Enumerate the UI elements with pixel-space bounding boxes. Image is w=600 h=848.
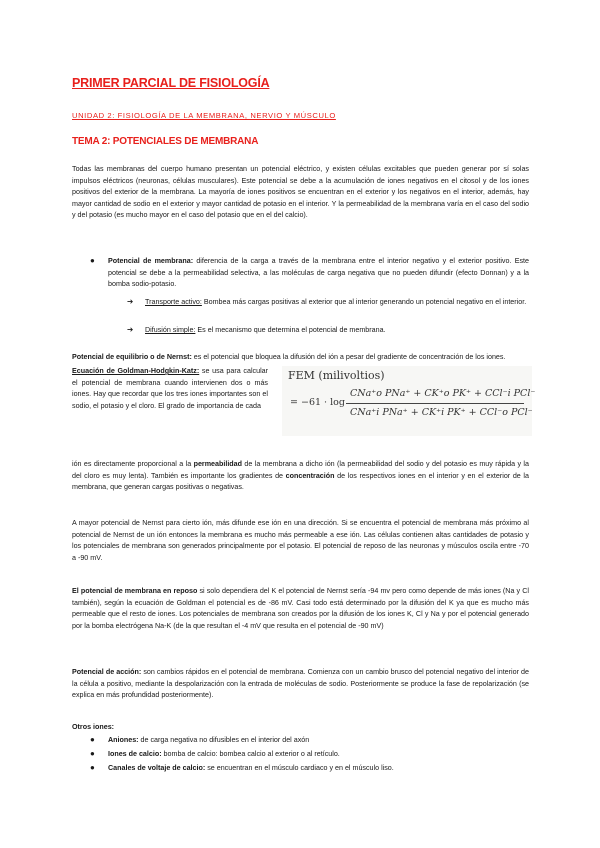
rest-potential-term: El potencial de membrana en reposo [72,587,198,595]
goldman-text-a: se usa para calcular el potencial de membrana cuando intervienen dos o más iones. Hay que recordar que los tres iones importantes son el sodio, el potasio y el cloro. El grado de importancia de cada [72,367,269,410]
goldman-text-b: ión es directamente proporcional a la [72,460,194,468]
other-ions-title-text: Otros iones: [72,723,115,731]
other-ion-text: se encuentran en el músculo cardiaco y en el músculo liso. [205,764,394,772]
membrane-potential-text: diferencia de la carga a través de la membrana entre el interior negativo y el exterior positivo. Este potencial se debe a la permeabilidad selectiva, a las moléculas de carga negativa que no pueden difundir (efecto Donnan) y a la bomba sodio-potasio. [108,257,529,289]
other-ion-item [108,749,529,761]
formula-denominator: CNa⁺i PNa⁺ + CK⁺i PK⁺ + CCl⁻o PCl⁻ [350,407,533,418]
other-ion-term: Iones de calcio: [108,750,162,758]
action-potential-text: son cambios rápidos en el potencial de membrana. Comienza con un cambio brusco del potencial negativo del interior de la célula a positivo, mediante la despolarización con la entrada de moléculas de sodio. Posteriormente se produce la fase de repolarización (se explica en más profundidad posteriormente). [72,668,529,700]
intro-paragraph: Todas las membranas del cuerpo humano presentan un potencial eléctrico, y existen células excitables que pueden generar por sí solas impulsos eléctricos (neuronas, células musculares). Este potencial se debe a la acumulación de iones negativos en el citosol y de los iones positivos del exterior de la membrana. La mayoría de iones positivos se encuentran en el exterior y los negativos en el interior, además, hay mayor cantidad de sodio en el exterior y mayor cantidad de potasio en el interior. Y la permeabilidad de la membrana varía en el caso del sodio y del potasio (es mucho mayor en el caso del potasio que en el del calcio). [72,165,529,220]
other-ion-item [108,735,529,747]
goldman-term: Ecuación de Goldman-Hodgkin-Katz: [72,367,200,375]
rest-potential-paragraph [72,586,529,632]
permeability-term: permeabilidad [193,460,243,468]
formula-prefix: = −61 · log [290,397,345,408]
bullet-dot-icon: ● [90,763,95,772]
rest-potential-text: si solo dependiera del K el potencial de Nernst sería -94 mv pero como depende de más iones (Na y Cl también), según la ecuación de Goldman el potencial es de -86 mV. Casi todo está determinado por la difusión del K ya que es mucho más permeable que el resto de iones. Los potenciales de membrana son creados por la difusión de los iones K, Cl y Na y por el potencial generado por la bomba electrógena Na-K (de la que resultan el -4 mV que resulta en el potencial de -90 mV) [72,587,529,630]
unit-heading: UNIDAD 2: FISIOLOGÍA DE LA MEMBRANA, NERVIO Y MÚSCULO [72,111,336,120]
action-potential-paragraph [72,667,529,702]
topic-heading: TEMA 2: POTENCIALES DE MEMBRANA [72,136,259,147]
other-ion-text: de carga negativa no difusibles en el interior del axón [138,736,310,744]
other-ion-item [108,763,529,775]
goldman-text-c: de la membrana a dicho ión (la permeabilidad del sodio y del potasio es muy rápida y la del cloro es muy lenta). También es importante los gradientes de [72,460,529,480]
nernst-paragraph [72,352,529,364]
other-ion-term: Canales de voltaje de calcio: [108,764,206,772]
membrane-potential-item [108,256,529,291]
bullet-dot-icon: ● [90,256,95,265]
goldman-paragraph-part-1 [72,366,268,412]
goldman-text-d: de los respectivos iones en el interior y en el exterior de la membrana, que generan cargas positivas o negativas. [72,471,529,492]
nernst-more-paragraph: A mayor potencial de Nernst para cierto ión, más difunde ese ión en una dirección. Si se encuentra el potencial de membrana más próximo al potencial de Nernst de un ión entonces la membrana es mucho más permeable a ese ión. Las células contienen altas cantidades de potasio y los potenciales de membrana son generados principalmente por el potasio. El potencial de reposo de las neuronas y músculos oscila entre -70 a -90 mV. [72,519,529,562]
other-ion-term: Aniones: [108,736,139,744]
nernst-text: es el potencial que bloquea la difusión del ión a pesar del gradiente de concentración de los iones. [191,353,506,361]
other-ion-text: bomba de calcio: bombea calcio al exterior o al retículo. [161,750,340,758]
document-title: PRIMER PARCIAL DE FISIOLOGÍA [72,76,270,90]
other-ions-title [72,722,529,734]
simple-diffusion-text: Es el mecanismo que determina el potencial de membrana. [195,326,386,334]
action-potential-term: Potencial de acción: [72,668,142,676]
arrow-right-icon: ➔ [127,325,134,334]
active-transport-text: Bombea más cargas positivas al exterior que al interior generando un potencial negativo en el interior. [201,298,527,306]
bullet-dot-icon: ● [90,735,95,744]
simple-diffusion-item [145,325,529,337]
simple-diffusion-term: Difusión simple: [145,326,196,334]
goldman-formula-image [282,366,536,436]
concentration-term: concentración [285,471,335,480]
formula-numerator: CNa⁺o PNa⁺ + CK⁺o PK⁺ + CCl⁻i PCl⁻ [350,388,536,399]
fraction-bar [346,403,524,404]
formula-label: FEM (milivoltios) [288,369,385,382]
goldman-paragraph-part-2 [72,459,529,494]
arrow-right-icon: ➔ [127,297,134,306]
active-transport-term: Transporte activo: [145,298,202,306]
active-transport-item [145,297,529,309]
nernst-term: Potencial de equilibrio o de Nernst: [72,353,192,361]
membrane-potential-term: Potencial de membrana: [108,257,194,265]
bullet-dot-icon: ● [90,749,95,758]
